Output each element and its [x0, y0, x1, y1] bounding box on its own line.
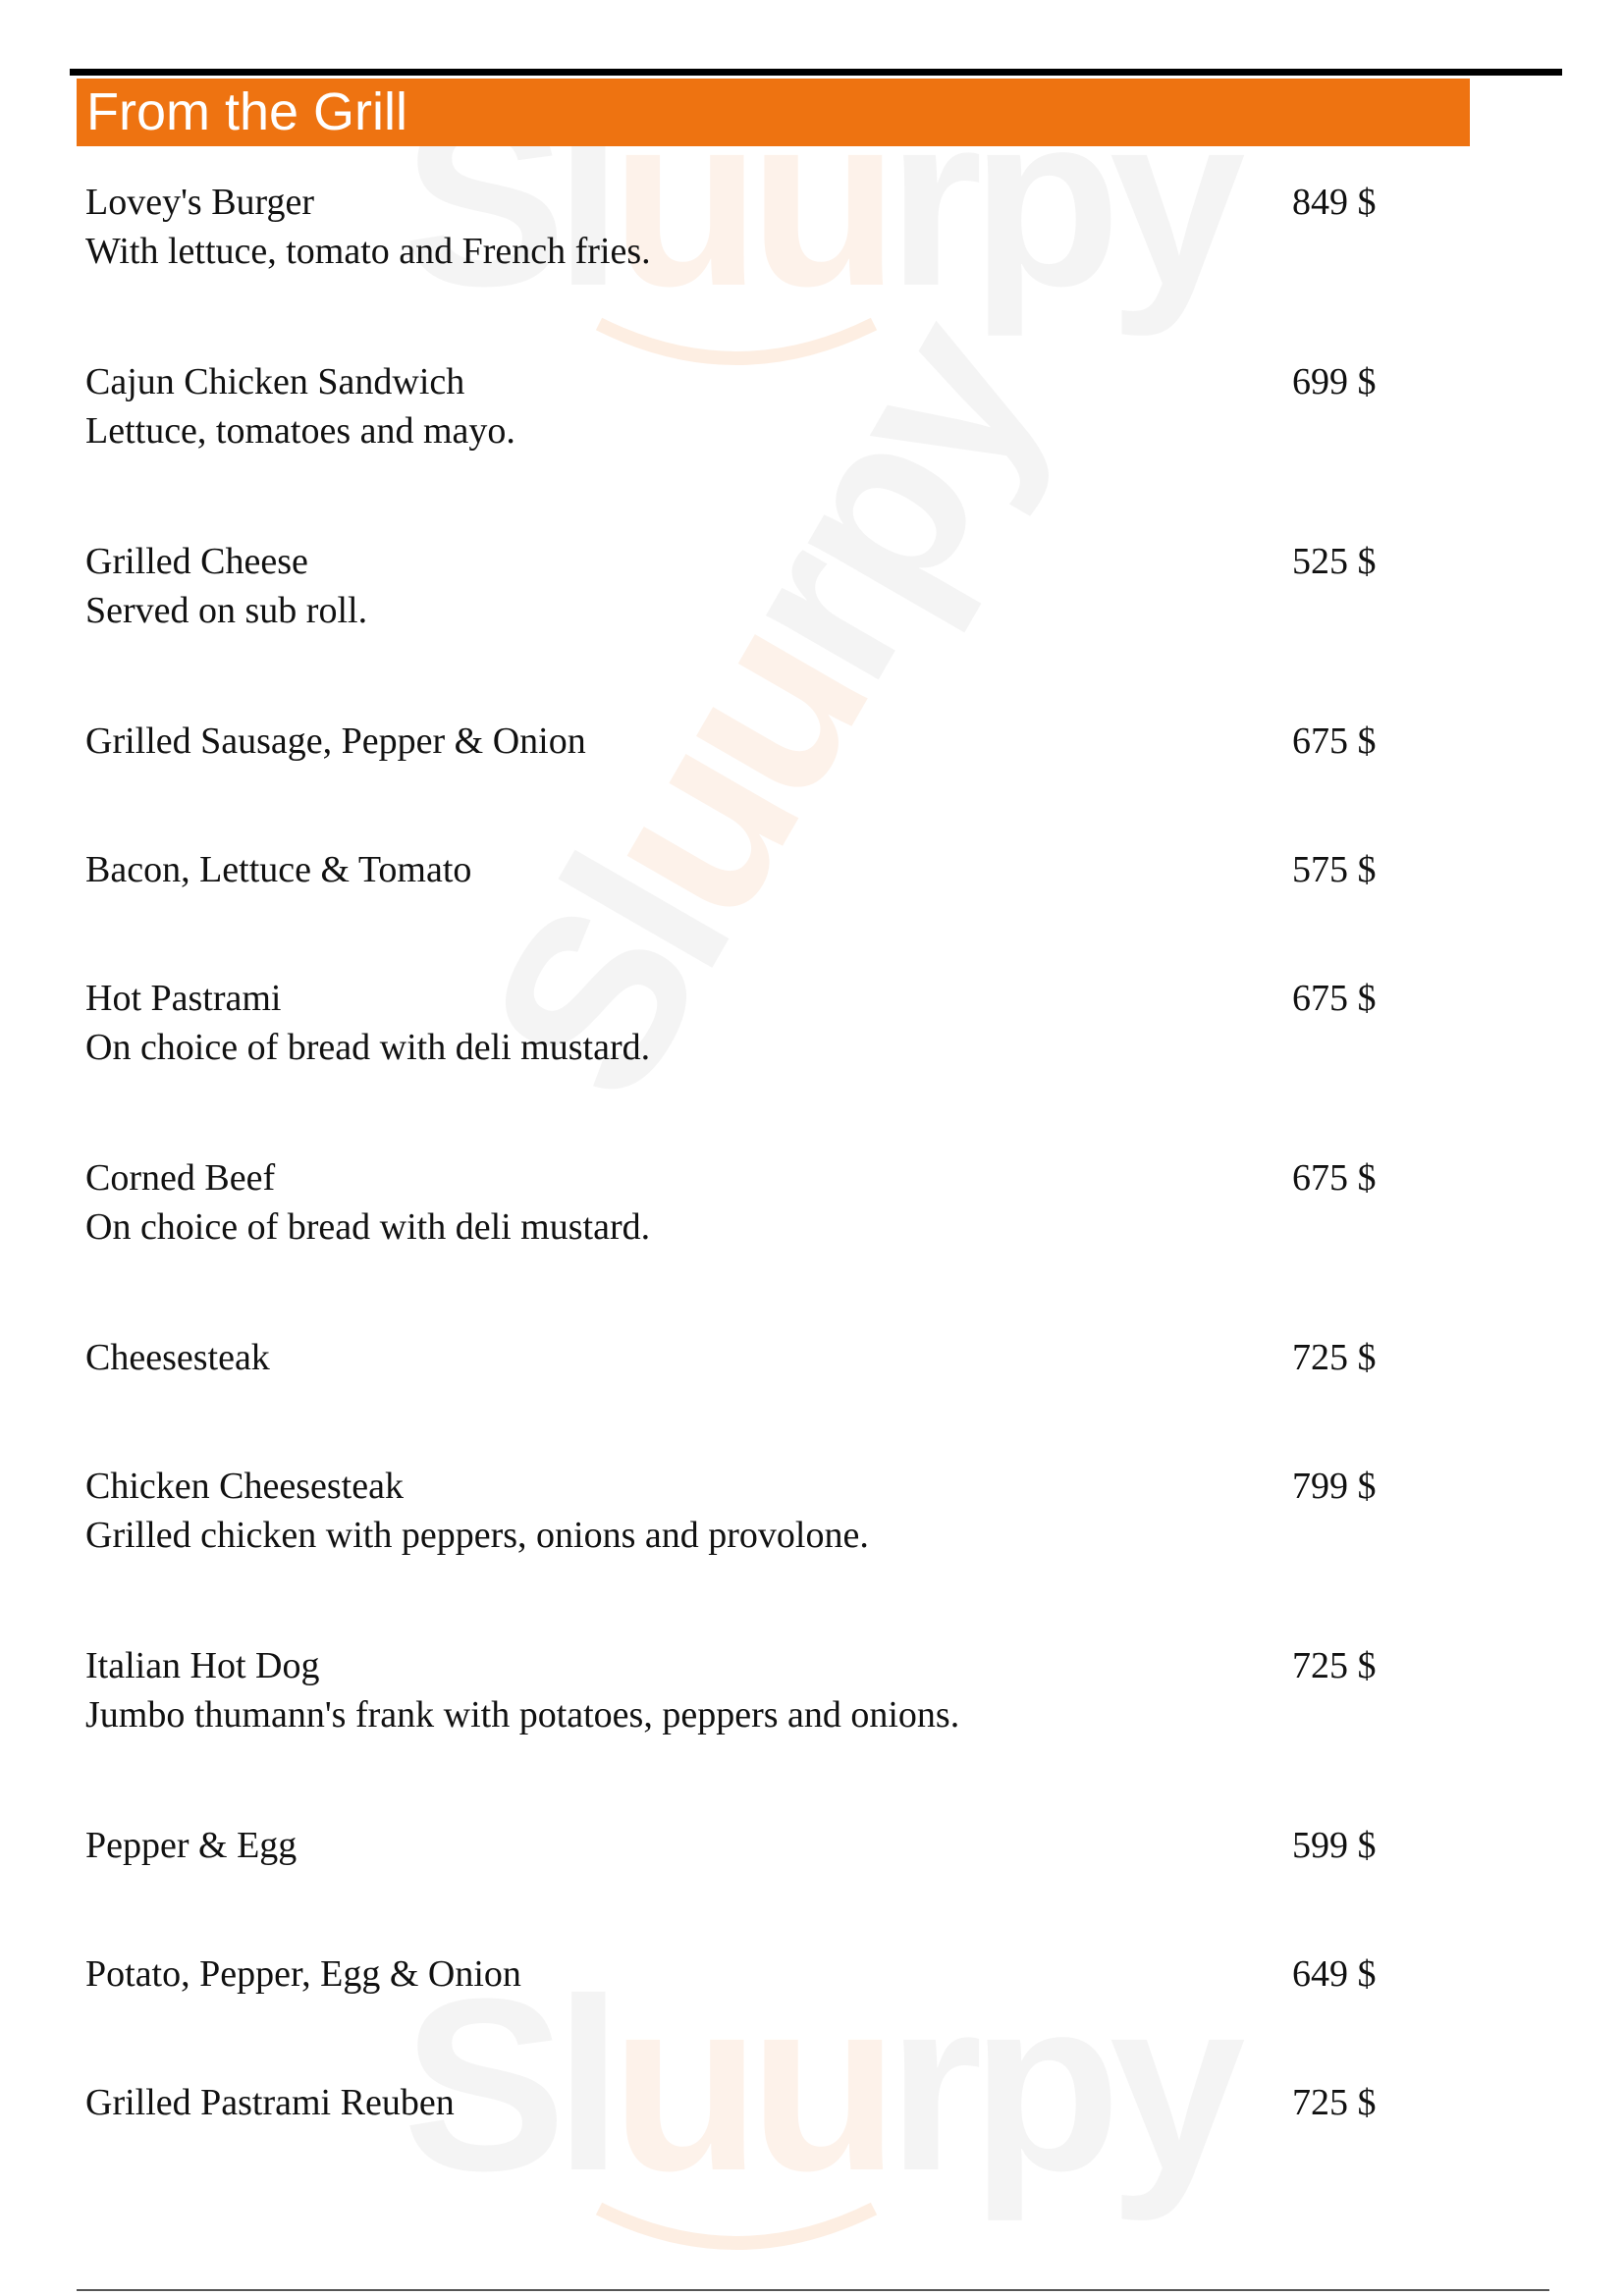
item-price: 649 $ [1292, 1953, 1377, 1995]
item-price: 675 $ [1292, 978, 1377, 1019]
item-description: Lettuce, tomatoes and mayo. [85, 410, 515, 452]
menu-item [85, 178, 1401, 276]
item-name: Grilled Pastrami Reuben [85, 2082, 455, 2123]
item-name: Pepper & Egg [85, 1825, 298, 1866]
watermark-text: uu [539, 583, 915, 960]
menu-item [85, 2078, 1401, 2127]
item-name: Bacon, Lettuce & Tomato [85, 849, 472, 890]
watermark-text: uu [611, 63, 888, 337]
item-price: 725 $ [1292, 2082, 1377, 2123]
item-price: 599 $ [1292, 1825, 1377, 1866]
item-price: 799 $ [1292, 1466, 1377, 1507]
menu-item [85, 1153, 1401, 1252]
item-name: Chicken Cheesesteak [85, 1466, 404, 1507]
item-description: Served on sub roll. [85, 590, 368, 631]
menu-item [85, 1949, 1401, 1999]
item-price: 725 $ [1292, 1337, 1377, 1378]
item-name: Lovey's Burger [85, 182, 315, 223]
item-description: Jumbo thumann's frank with potatoes, peppers and onions. [85, 1694, 960, 1735]
item-description: On choice of bread with deli mustard. [85, 1206, 651, 1248]
item-price: 575 $ [1292, 849, 1377, 890]
watermark-text: uu [611, 1948, 888, 2221]
menu-item [85, 1821, 1401, 1870]
item-name: Cheesesteak [85, 1337, 270, 1378]
menu-item [85, 1641, 1401, 1739]
item-description: On choice of bread with deli mustard. [85, 1027, 651, 1068]
menu-item [85, 974, 1401, 1072]
menu-item [85, 1333, 1401, 1382]
item-name: Cajun Chicken Sandwich [85, 361, 465, 402]
item-name: Italian Hot Dog [85, 1645, 320, 1686]
item-price: 725 $ [1292, 1645, 1377, 1686]
bottom-divider [77, 2289, 1549, 2291]
item-price: 525 $ [1292, 541, 1377, 582]
item-description: With lettuce, tomato and French fries. [85, 231, 651, 272]
item-description: Grilled chicken with peppers, onions and provolone. [85, 1515, 869, 1556]
menu-item [85, 1462, 1401, 1560]
item-name: Potato, Pepper, Egg & Onion [85, 1953, 521, 1995]
item-name: Grilled Cheese [85, 541, 308, 582]
item-price: 675 $ [1292, 721, 1377, 762]
item-name: Grilled Sausage, Pepper & Onion [85, 721, 586, 762]
watermark-swoosh-icon [589, 2189, 884, 2268]
section-title: From the Grill [86, 82, 408, 141]
menu-item [85, 717, 1401, 766]
item-price: 675 $ [1292, 1157, 1377, 1199]
menu-item [85, 357, 1401, 455]
item-price: 699 $ [1292, 361, 1377, 402]
item-name: Corned Beef [85, 1157, 276, 1199]
item-price: 849 $ [1292, 182, 1377, 223]
menu-item [85, 537, 1401, 635]
section-header [77, 79, 1470, 146]
item-name: Hot Pastrami [85, 978, 282, 1019]
menu-item [85, 845, 1401, 894]
top-divider [70, 69, 1562, 76]
